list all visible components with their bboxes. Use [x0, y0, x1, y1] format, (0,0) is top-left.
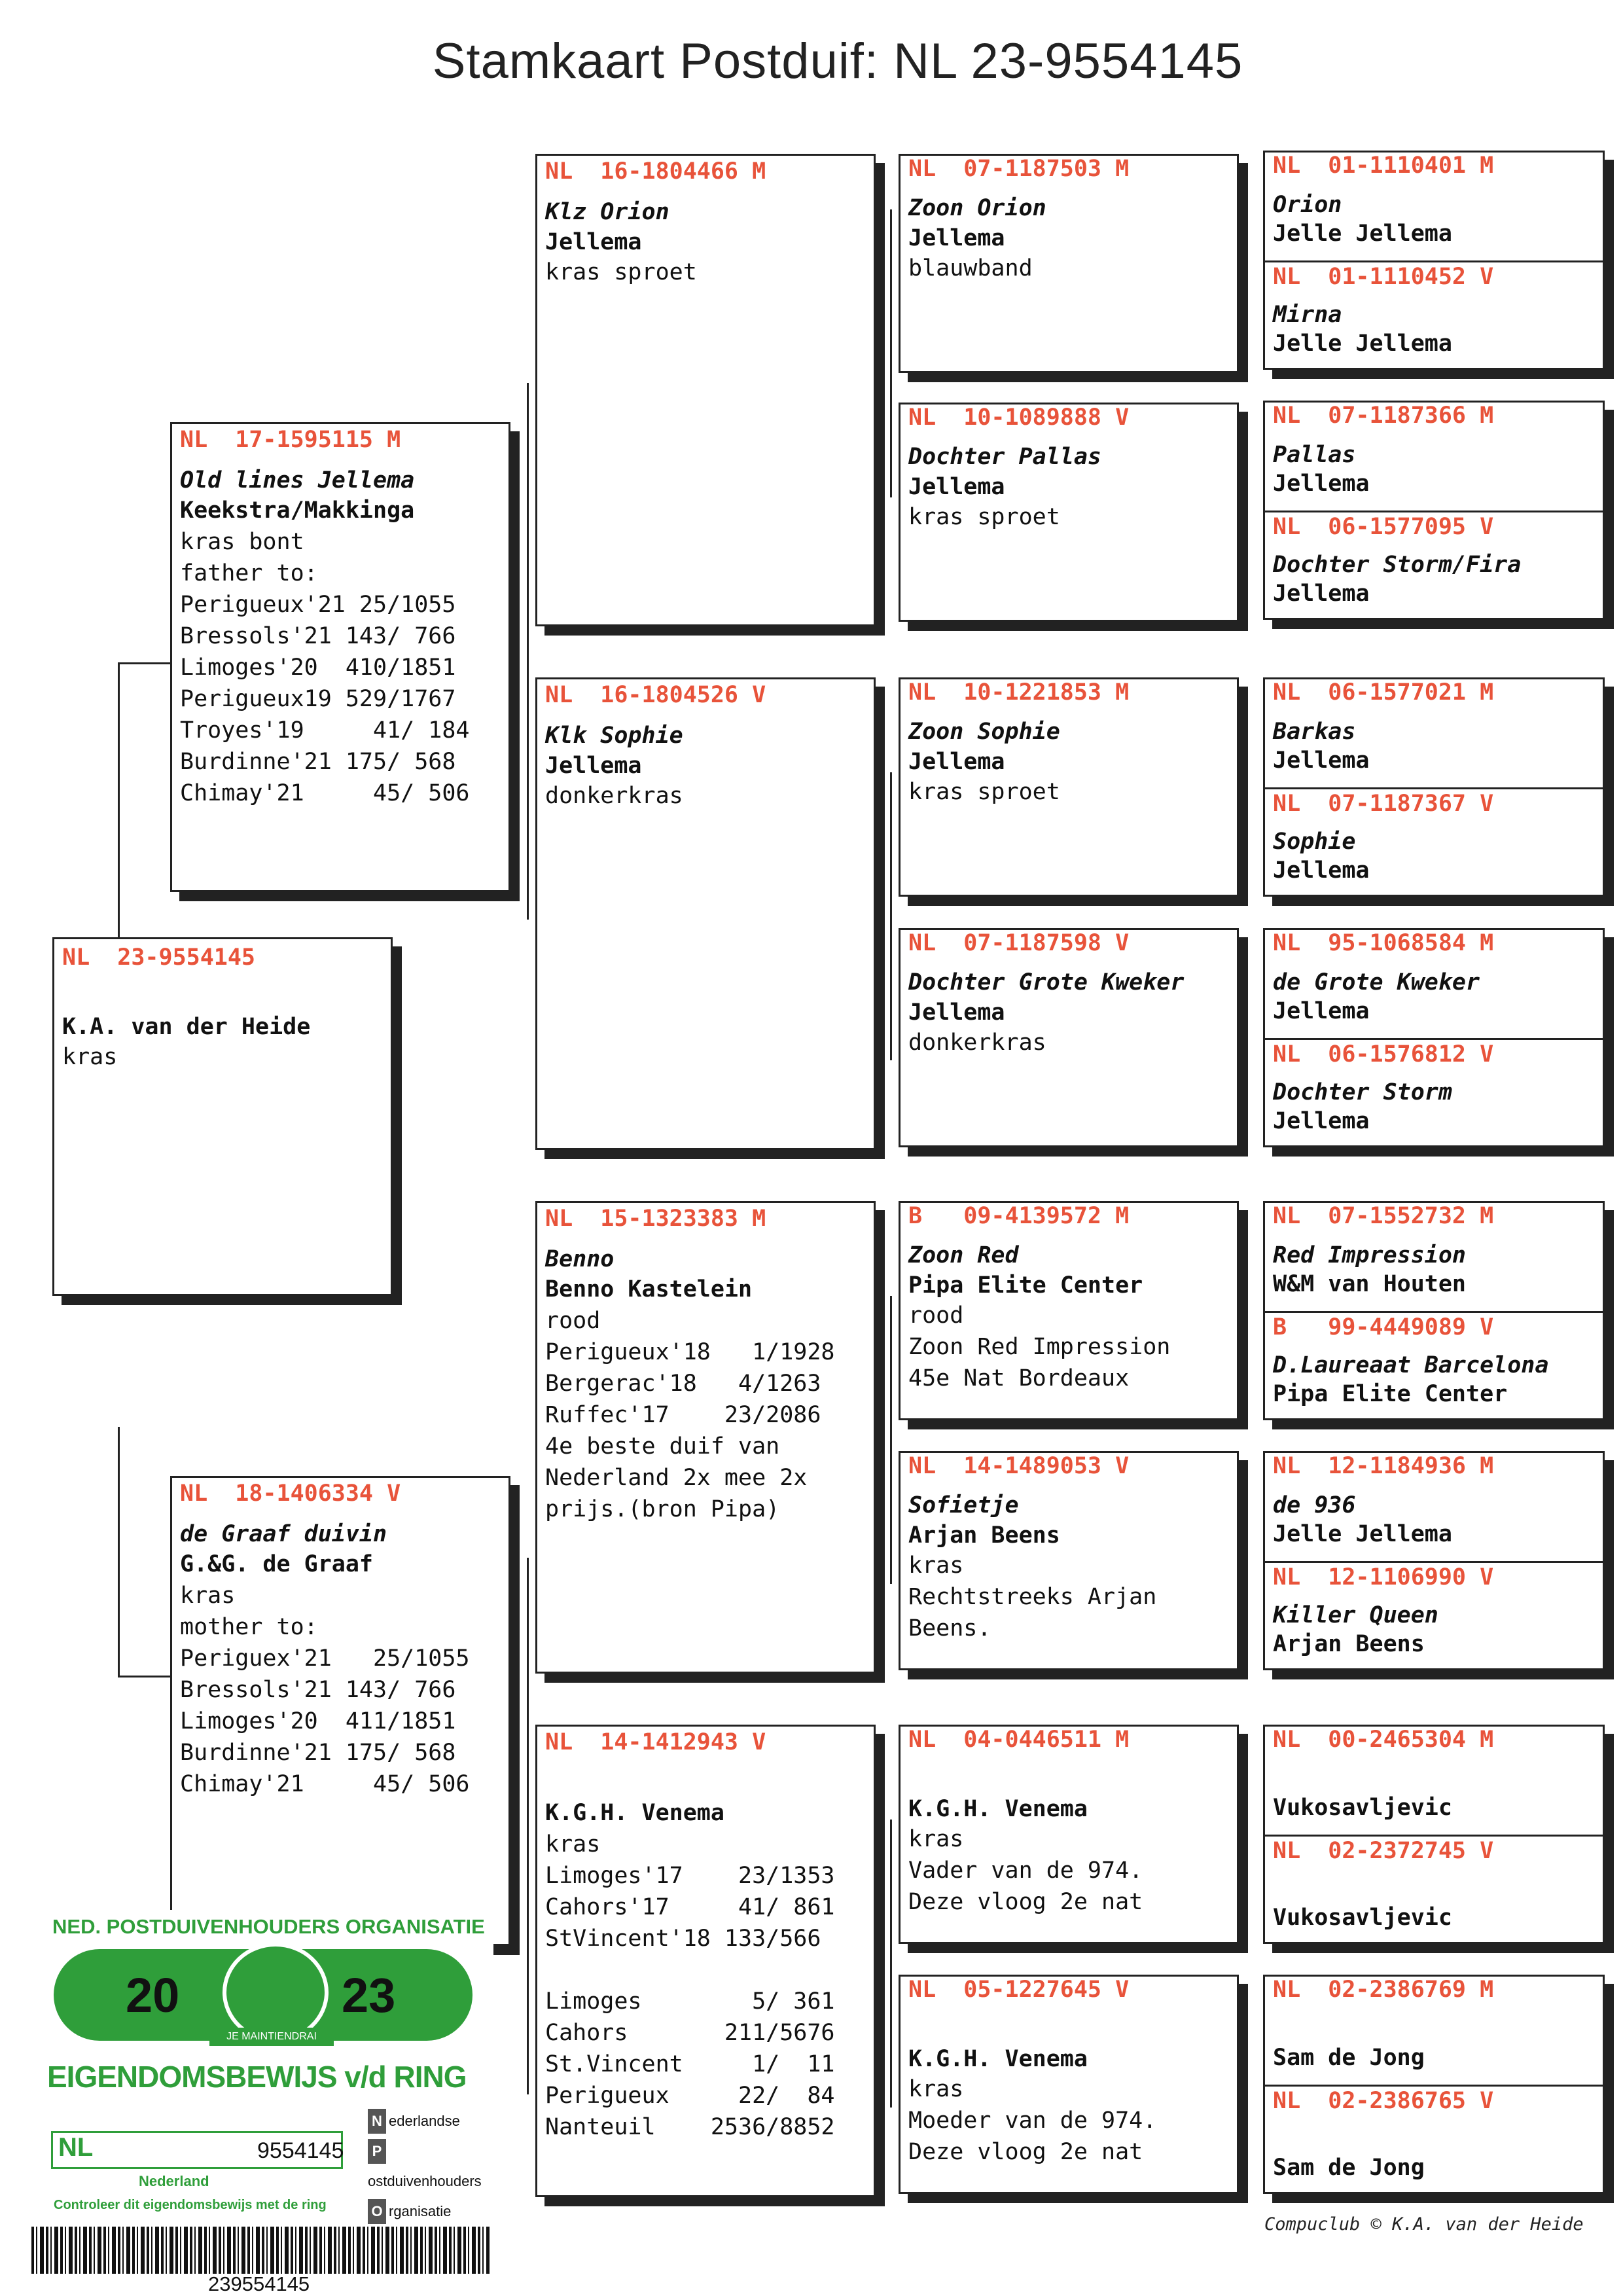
breeder: Jelle Jellema: [1273, 1521, 1452, 1547]
pigeon-info: Perigueux'18 1/1928: [545, 1339, 835, 1365]
pigeon-info: Limoges'20 411/1851: [180, 1708, 456, 1734]
ancestor-box: [899, 154, 1239, 373]
breeder: Jellema: [1273, 581, 1370, 607]
pigeon-name: Sofietje: [908, 1492, 1019, 1518]
connector-line: [890, 1296, 892, 1584]
barcode: [31, 2227, 490, 2274]
country-code: NL: [58, 2133, 94, 2162]
pigeon-info: kras sproet: [908, 779, 1060, 805]
breeder: Jellema: [545, 229, 642, 255]
pigeon-name: Killer Queen: [1273, 1602, 1438, 1628]
breeder: Vukosavljevic: [1273, 1905, 1452, 1931]
ring-number: NL 18-1406334 V: [180, 1480, 401, 1507]
pigeon-name: de Grote Kweker: [1273, 969, 1480, 996]
subject-box: [52, 937, 393, 1296]
breeder: Sam de Jong: [1273, 2155, 1425, 2181]
pigeon-info: donkerkras: [908, 1030, 1046, 1056]
ring-number: NL 23-9554145: [62, 944, 256, 971]
emblem-motto: JE MAINTIENDRAI: [209, 2028, 334, 2046]
ring-number: NL 01-1110401 M: [1273, 152, 1494, 179]
pigeon-name: Pallas: [1273, 442, 1356, 468]
pigeon-info: kras: [545, 1831, 601, 1857]
pigeon-info: 4e beste duif van: [545, 1433, 780, 1460]
connector-line: [118, 1427, 120, 1676]
pigeon-name: Zoon Red: [908, 1242, 1019, 1268]
pigeon-info: Troyes'19 41/ 184: [180, 717, 470, 744]
pigeon-info: Ruffec'17 23/2086: [545, 1402, 821, 1428]
npo-line: rganisatie: [389, 2203, 452, 2219]
breeder: Jellema: [908, 749, 1005, 775]
pigeon-info: prijs.(bron Pipa): [545, 1496, 780, 1522]
npo-letter: O: [368, 2199, 386, 2224]
pigeon-info: kras: [62, 1044, 118, 1070]
pigeon-info: Bressols'21 143/ 766: [180, 623, 456, 649]
pigeon-info: Bressols'21 143/ 766: [180, 1677, 456, 1703]
breeder: K.G.H. Venema: [545, 1800, 724, 1826]
pigeon-info: Zoon Red Impression: [908, 1334, 1171, 1360]
breeder: Jellema: [1273, 1108, 1370, 1134]
ring-number: NL 02-2386765 V: [1273, 2088, 1494, 2114]
breeder: Jellema: [545, 753, 642, 779]
ring-number: NL 06-1577095 V: [1273, 514, 1494, 540]
breeder: Benno Kastelein: [545, 1276, 753, 1302]
ring-number: NL 04-0446511 M: [908, 1727, 1130, 1753]
connector-line: [118, 1676, 170, 1677]
pigeon-info: rood: [908, 1302, 964, 1329]
grandsire-paternal-box: [535, 154, 876, 626]
pigeon-info: kras bont: [180, 529, 304, 555]
ancestor-pair-box: [1263, 1975, 1605, 2194]
ring-number: NL 07-1552732 M: [1273, 1203, 1494, 1229]
ring-number: NL 00-2465304 M: [1273, 1727, 1494, 1753]
ancestor-box: [899, 403, 1239, 622]
breeder: Pipa Elite Center: [908, 1272, 1143, 1299]
ancestor-pair-box: [1263, 151, 1605, 370]
connector-line: [118, 662, 120, 937]
pigeon-info: rood: [545, 1308, 601, 1334]
ancestor-box: [899, 1725, 1239, 1944]
pigeon-name: Zoon Orion: [908, 195, 1046, 221]
ring-number: B 99-4449089 V: [1273, 1314, 1494, 1340]
breeder: Vukosavljevic: [1273, 1795, 1452, 1821]
breeder: Keekstra/Makkinga: [180, 497, 415, 524]
ring-number: NL 07-1187598 V: [908, 930, 1130, 956]
pigeon-info: Chimay'21 45/ 506: [180, 1771, 470, 1797]
pigeon-info: Deze vloog 2e nat: [908, 1889, 1143, 1915]
breeder: K.G.H. Venema: [908, 2046, 1088, 2072]
breeder: Jellema: [908, 474, 1005, 500]
breeder: W&M van Houten: [1273, 1271, 1467, 1297]
ancestor-box: [899, 1451, 1239, 1670]
connector-line: [890, 772, 892, 1060]
breeder: Jellema: [1273, 747, 1370, 774]
connector-line: [890, 1820, 892, 2108]
ring-number: NL 07-1187367 V: [1273, 791, 1494, 817]
ancestor-pair-box: [1263, 1725, 1605, 1944]
pigeon-info: Limoges 5/ 361: [545, 1988, 835, 2015]
pigeon-info: Limoges'17 23/1353: [545, 1863, 835, 1889]
breeder: Jellema: [1273, 998, 1370, 1024]
ring-number: NL 15-1323383 M: [545, 1206, 766, 1232]
connector-line: [527, 383, 529, 920]
pigeon-name: Dochter Grote Kweker: [908, 969, 1185, 996]
breeder: Jellema: [1273, 471, 1370, 497]
certificate-ring-number: 9554145: [257, 2138, 344, 2163]
ancestor-box: [899, 1975, 1239, 2194]
breeder: Jellema: [908, 225, 1005, 251]
breeder: K.G.H. Venema: [908, 1796, 1088, 1822]
pigeon-info: Cahors'17 41/ 861: [545, 1894, 835, 1920]
pigeon-info: Burdinne'21 175/ 568: [180, 1740, 456, 1766]
year-right: 23: [342, 1968, 396, 2022]
ancestor-box: [899, 677, 1239, 897]
pigeon-info: Periguex'21 25/1055: [180, 1645, 470, 1672]
pigeon-info: Burdinne'21 175/ 568: [180, 749, 456, 775]
pigeon-name: Old lines Jellema: [180, 467, 415, 493]
pigeon-info: donkerkras: [545, 783, 683, 809]
pigeon-info: Nanteuil 2536/8852: [545, 2114, 835, 2140]
pigeon-info: kras sproet: [908, 504, 1060, 530]
pigeon-name: Dochter Storm/Fira: [1273, 552, 1522, 578]
breeder: Arjan Beens: [908, 1522, 1060, 1549]
pigeon-info: Moeder van de 974.: [908, 2108, 1157, 2134]
ring-number: NL 16-1804466 M: [545, 158, 766, 185]
country-name: Nederland: [139, 2173, 209, 2189]
pigeon-info: Limoges'20 410/1851: [180, 655, 456, 681]
ring-number: NL 02-2372745 V: [1273, 1838, 1494, 1864]
ring-number: NL 12-1106990 V: [1273, 1564, 1494, 1590]
breeder: K.A. van der Heide: [62, 1014, 311, 1040]
pigeon-name: D.Laureaat Barcelona: [1273, 1352, 1549, 1378]
npo-letter: N: [368, 2109, 386, 2134]
pigeon-info: kras: [908, 2076, 964, 2102]
pigeon-name: Mirna: [1273, 302, 1342, 328]
connector-line: [527, 1558, 529, 2094]
pigeon-info: 45e Nat Bordeaux: [908, 1365, 1130, 1391]
ring-number: NL 05-1227645 V: [908, 1977, 1130, 2003]
ring-number: NL 17-1595115 M: [180, 427, 401, 453]
ancestor-box: [899, 1201, 1239, 1420]
pigeon-info: kras: [180, 1583, 236, 1609]
ring-number: NL 02-2386769 M: [1273, 1977, 1494, 2003]
breeder: Jellema: [908, 999, 1005, 1026]
pigeon-info: kras: [908, 1826, 964, 1852]
pigeon-name: Red Impression: [1273, 1242, 1467, 1268]
pigeon-name: Sophie: [1273, 829, 1356, 855]
breeder: Jellema: [1273, 857, 1370, 884]
connector-line: [118, 662, 170, 664]
ancestor-pair-box: [1263, 1201, 1605, 1420]
page-title: Stamkaart Postduif: NL 23-9554145: [432, 33, 1243, 89]
ring-number: NL 07-1187366 M: [1273, 403, 1494, 429]
pigeon-info: Perigueux 22/ 84: [545, 2083, 835, 2109]
pigeon-name: Benno: [545, 1246, 615, 1272]
ring-number: NL 14-1412943 V: [545, 1729, 766, 1755]
ring-number: NL 16-1804526 V: [545, 682, 766, 708]
pigeon-info: Bergerac'18 4/1263: [545, 1371, 821, 1397]
pigeon-info: kras: [908, 1552, 964, 1579]
ownership-certificate: [27, 1910, 493, 2219]
ancestor-box: [899, 928, 1239, 1147]
organisation-name: NED. POSTDUIVENHOUDERS ORGANISATIE: [52, 1915, 485, 1938]
ancestor-pair-box: [1263, 928, 1605, 1147]
mother-box: [170, 1476, 510, 1946]
pigeon-info: Cahors 211/5676: [545, 2020, 835, 2046]
pigeon-name: de 936: [1273, 1492, 1356, 1518]
breeder: Jelle Jellema: [1273, 221, 1452, 247]
pigeon-name: Dochter Pallas: [908, 444, 1102, 470]
pigeon-info: Rechtstreeks Arjan: [908, 1584, 1157, 1610]
ring-number: NL 07-1187503 M: [908, 156, 1130, 182]
year-left: 20: [126, 1968, 180, 2022]
npo-line: ederlandse: [389, 2113, 460, 2129]
ancestor-pair-box: [1263, 677, 1605, 897]
footer-credit: Compuclub © K.A. van der Heide: [1264, 2214, 1584, 2234]
breeder: Sam de Jong: [1273, 2045, 1425, 2071]
ancestor-pair-box: [1263, 1451, 1605, 1670]
grandsire-maternal-box: [535, 1201, 876, 1674]
npo-line: ostduivenhouders: [368, 2173, 482, 2189]
pigeon-info: Perigueux'21 25/1055: [180, 592, 456, 618]
ring-number: NL 06-1577021 M: [1273, 679, 1494, 706]
pigeon-info: St.Vincent 1/ 11: [545, 2051, 835, 2077]
pigeon-name: Klk Sophie: [545, 723, 683, 749]
granddam-paternal-box: [535, 677, 876, 1150]
npo-letter: P: [368, 2139, 386, 2164]
pigeon-info: Chimay'21 45/ 506: [180, 780, 470, 806]
breeder: Pipa Elite Center: [1273, 1381, 1508, 1407]
pigeon-name: Klz Orion: [545, 199, 669, 225]
pigeon-info: kras sproet: [545, 259, 697, 285]
breeder: G.&G. de Graaf: [180, 1551, 374, 1577]
pigeon-info: mother to:: [180, 1614, 318, 1640]
pigeon-info: blauwband: [908, 255, 1033, 281]
ring-number: NL 01-1110452 V: [1273, 264, 1494, 290]
pigeon-info: Vader van de 974.: [908, 1857, 1143, 1884]
barcode-number: 239554145: [208, 2272, 310, 2295]
father-box: [170, 422, 510, 892]
pigeon-name: Barkas: [1273, 719, 1356, 745]
pigeon-info: Nederland 2x mee 2x: [545, 1465, 808, 1491]
pigeon-name: Orion: [1273, 192, 1342, 218]
certificate-title: EIGENDOMSBEWIJS v/d RING: [47, 2060, 467, 2094]
pigeon-name: Dochter Storm: [1273, 1079, 1452, 1105]
ring-number-box: [51, 2131, 343, 2169]
ring-number: B 09-4139572 M: [908, 1203, 1130, 1229]
pigeon-name: de Graaf duivin: [180, 1521, 387, 1547]
ancestor-pair-box: [1263, 401, 1605, 620]
pigeon-info: StVincent'18 133/566: [545, 1926, 821, 1952]
granddam-maternal-box: [535, 1725, 876, 2197]
ring-number: NL 10-1221853 M: [908, 679, 1130, 706]
pigeon-info: Deze vloog 2e nat: [908, 2139, 1143, 2165]
control-note: Controleer dit eigendomsbewijs met de ring: [54, 2198, 327, 2212]
ring-number: NL 06-1576812 V: [1273, 1041, 1494, 1067]
ring-number: NL 10-1089888 V: [908, 404, 1130, 431]
connector-line: [890, 209, 892, 497]
ring-number: NL 95-1068584 M: [1273, 930, 1494, 956]
ring-number: NL 14-1489053 V: [908, 1453, 1130, 1479]
pigeon-name: Zoon Sophie: [908, 719, 1060, 745]
breeder: Jelle Jellema: [1273, 331, 1452, 357]
pigeon-info: Beens.: [908, 1615, 991, 1641]
pigeon-info: father to:: [180, 560, 318, 586]
breeder: Arjan Beens: [1273, 1631, 1425, 1657]
pigeon-info: Perigueux19 529/1767: [180, 686, 456, 712]
ring-number: NL 12-1184936 M: [1273, 1453, 1494, 1479]
npo-logo-text: [368, 2106, 493, 2227]
